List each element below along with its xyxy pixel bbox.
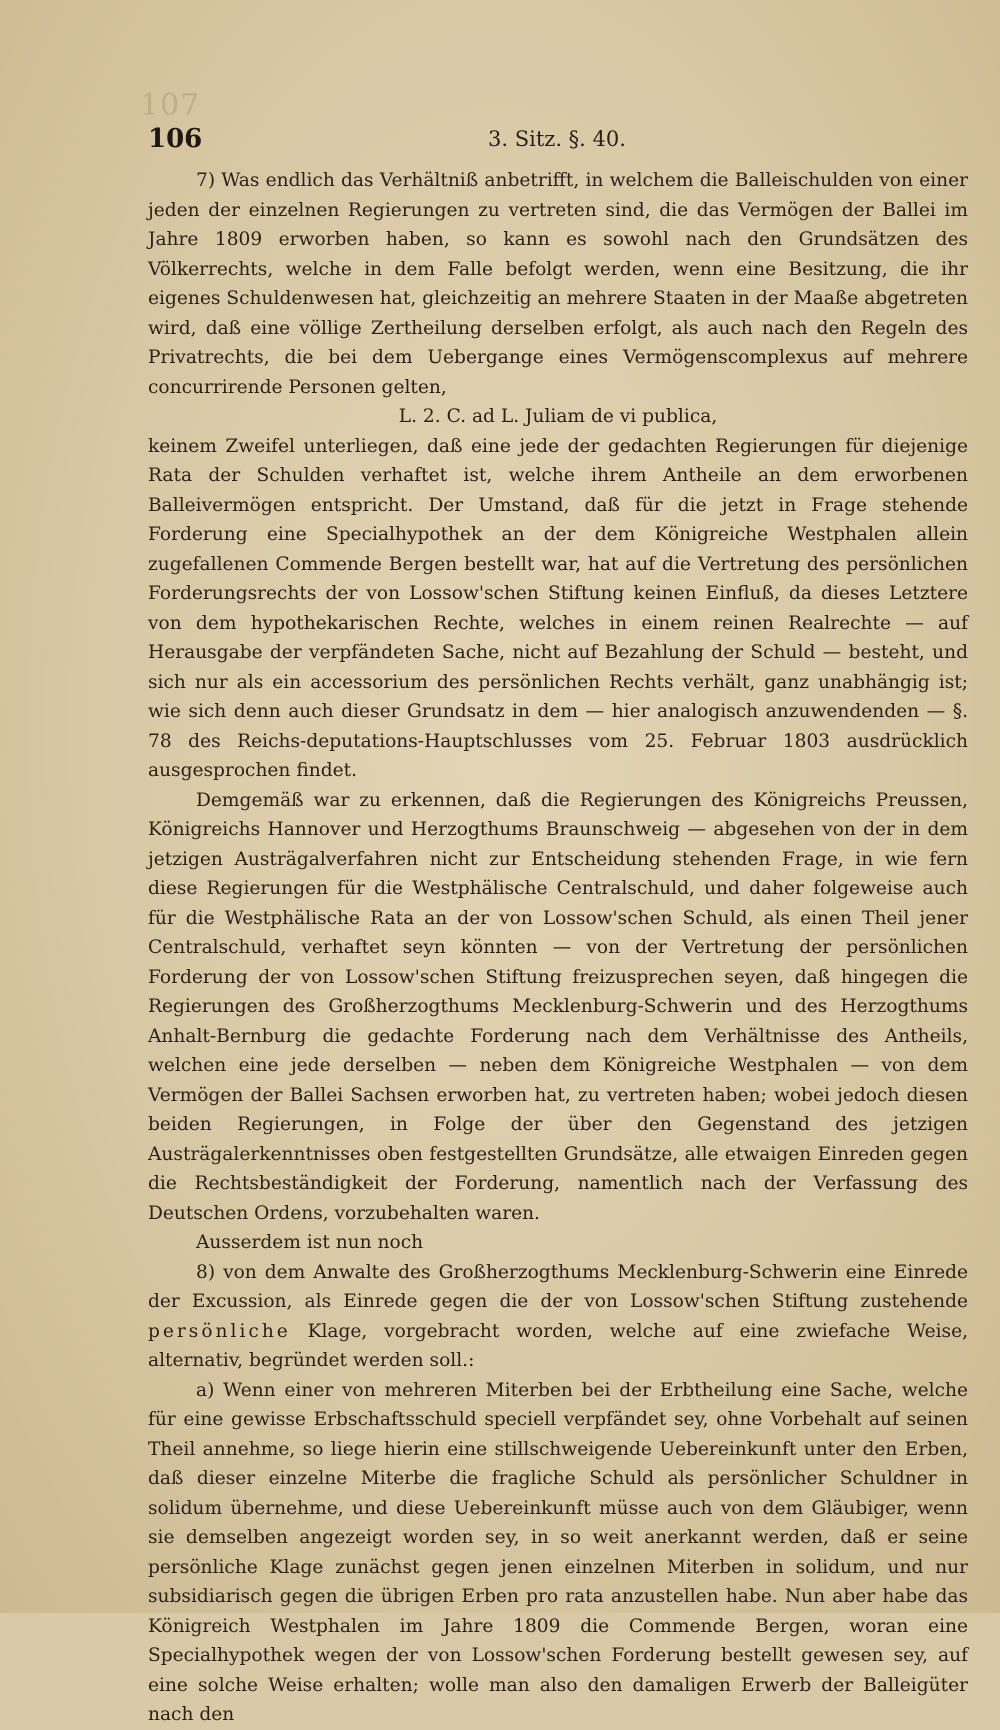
bleed-through-number: 107 <box>140 88 201 123</box>
paragraph-judgment: Demgemäß war zu erkennen, daß die Regierungen des Königreichs Preussen, Königreichs Hannover und Herzogthums Braunschweig — abgesehen von der in dem jetzigen Austrägalverfahren nicht zur Entscheidung stehenden Frage, in wie fern diese Regierungen für die Westphälische Centralschuld, und daher folgeweise auch für die Westphälische Rata an der von Lossow'schen Schuld, als einen Theil jener Centralschuld, verhaftet seyn könnten — von der Vertretung der persönlichen Forderung der von Lossow'schen Stiftung freizusprechen seyen, daß hingegen die Regierungen des Großherzogthums Mecklenburg-Schwerin und des Herzogthums Anhalt-Bernburg die gedachte Forderung nach dem Verhältnisse des Antheils, welchen eine jede derselben — neben dem Königreiche Westphalen — von dem Vermögen der Ballei Sachsen erworben hat, zu vertreten haben; wobei jedoch diesen beiden Regierungen, in Folge der über den Gegenstand des jetzigen Austrägalerkenntnisses oben festgestellten Grundsätze, alle etwaigen Einreden gegen die Rechtsbeständigkeit der Forderung, namentlich nach der Verfassung des Deutschen Ordens, vorzubehalten waren. <box>148 789 968 1224</box>
body-text <box>148 166 968 1730</box>
running-head: 3. Sitz. §. 40. <box>488 127 626 151</box>
paragraph-7-continued: keinem Zweifel unterliegen, daß eine jede der gedachten Regierungen für diejenige Rata der Schulden verhaftet ist, welche ihrem Antheile an dem erworbenen Balleivermögen entspricht. Der Umstand, daß für die jetzt in Frage stehende Forderung eine Specialhypothek an der dem Königreiche Westphalen allein zugefallenen Commende Bergen bestellt war, hat auf die Vertretung des persönlichen Forderungsrechts der von Lossow'schen Stiftung keinen Einfluß, da dieses Letztere von dem hypothekarischen Rechte, welches in einem reinen Realrechte — auf Herausgabe der verpfändeten Sache, nicht auf Bezahlung der Schuld — besteht, und sich nur als ein accessorium des persönlichen Rechts verhält, ganz unabhängig ist; wie sich denn auch dieser Grundsatz in dem — hier analogisch anzuwendenden — §. 78 des Reichs-deputations-Hauptschlusses vom 25. Februar 1803 ausdrücklich ausgesprochen findet. <box>148 435 968 781</box>
paragraph-8 <box>148 1258 968 1376</box>
paragraph-a: a) Wenn einer von mehreren Miterben bei der Erbtheilung eine Sache, welche für eine gewisse Erbschaftsschuld speciell verpfändet sey, ohne Vorbehalt auf seinen Theil annehme, so liege hierin eine stillschweigende Uebereinkunft unter den Erben, daß dieser einzelne Miterbe die fragliche Schuld als persönlicher Schuldner in solidum übernehme, und diese Uebereinkunft müsse auch von dem Gläubiger, wenn sie demselben angezeigt worden sey, in so weit anerkannt werden, daß er seine persönliche Klage zunächst gegen jenen einzelnen Miterben in solidum, und nur subsidiarisch gegen die übrigen Erben pro rata anzustellen habe. Nun aber habe das Königreich Westphalen im Jahre 1809 die Commende Bergen, woran eine Specialhypothek wegen der von Lossow'schen Forderung bestellt gewesen sey, auf eine solche Weise erhalten; wolle man also den damaligen Erwerb der Balleigüter nach den <box>148 1379 968 1725</box>
paragraph-7: 7) Was endlich das Verhältniß anbetrifft, in welchem die Balleischulden von einer jeden der einzelnen Regierungen zu vertreten sind, die das Vermögen der Ballei im Jahre 1809 erworben haben, so kann es sowohl nach den Grundsätzen des Völkerrechts, welche in dem Falle befolgt werden, wenn eine Besitzung, die ihr eigenes Schuldenwesen hat, gleichzeitig an mehrere Staaten in der Maaße abgetreten wird, daß eine völlige Zertheilung derselben erfolgt, als auch nach den Regeln des Privatrechts, die bei dem Uebergange eines Vermögenscomplexus auf mehrere concurrirende Personen gelten, <box>148 170 968 398</box>
page-header <box>148 124 968 160</box>
paragraph-ausserdem: Ausserdem ist nun noch <box>196 1232 424 1253</box>
paragraph-8-start: 8) von dem Anwalte des Großherzogthums Mecklenburg-Schwerin eine Einrede der Excussion, als Einrede gegen die der von Lossow'schen Stiftung zustehende <box>148 1261 968 1312</box>
legal-citation: L. 2. C. ad L. Juliam de vi publica, <box>398 406 718 427</box>
page-number: 106 <box>148 124 203 154</box>
paragraph-8-end: Klage, vorgebracht worden, welche auf eine zwiefache Weise, alternativ, begründet werden soll.: <box>148 1320 968 1371</box>
spaced-word: persönliche <box>148 1320 291 1342</box>
